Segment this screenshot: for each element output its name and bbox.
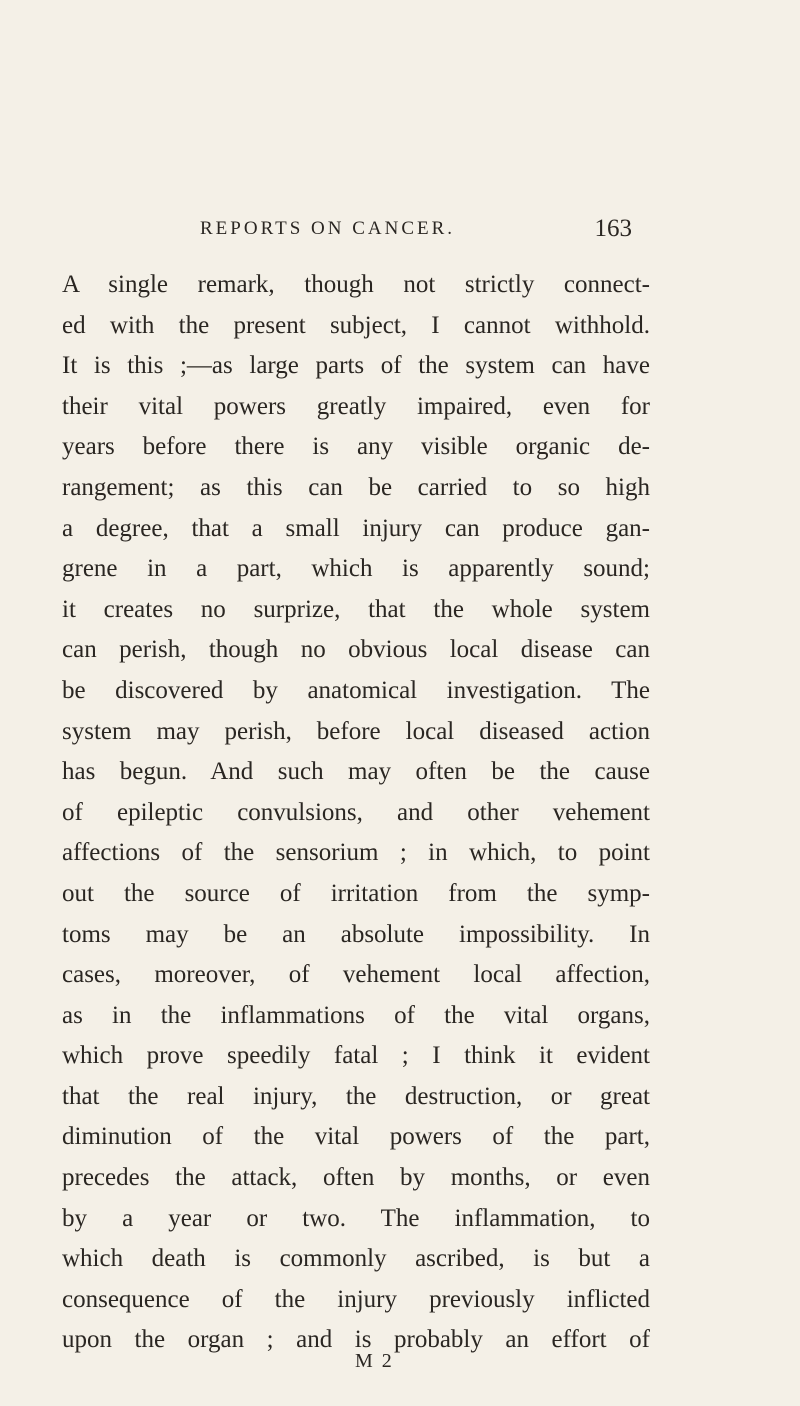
page-number: 163 bbox=[594, 215, 632, 242]
text-line: their vital powers greatly impaired, even for bbox=[62, 392, 650, 420]
text-line: A single remark, though not strictly connect- bbox=[62, 271, 650, 298]
text-line: upon the organ ; and is probably an effort of bbox=[62, 1326, 650, 1354]
text-line: ed with the present subject, I cannot withhold. bbox=[62, 311, 650, 339]
text-line: affections of the sensorium ; in which, to point bbox=[62, 839, 650, 867]
text-line: a degree, that a small injury can produce gan- bbox=[62, 514, 650, 542]
text-line: diminution of the vital powers of the part, bbox=[62, 1123, 650, 1151]
text-line: system may perish, before local diseased action bbox=[62, 717, 650, 745]
text-line: It is this ;—as large parts of the system can have bbox=[62, 352, 650, 380]
text-line: it creates no surprize, that the whole system bbox=[62, 595, 650, 623]
text-line: consequence of the injury previously inflicted bbox=[62, 1285, 650, 1313]
text-line: grene in a part, which is apparently sound; bbox=[62, 555, 650, 583]
signature-mark: M 2 bbox=[355, 1350, 394, 1372]
text-line: be discovered by anatomical investigation. The bbox=[62, 676, 650, 704]
text-line: as in the inflammations of the vital organs, bbox=[62, 1001, 650, 1029]
text-line: rangement; as this can be carried to so high bbox=[62, 473, 650, 501]
text-line: toms may be an absolute impossibility. In bbox=[62, 920, 650, 948]
text-line: which prove speedily fatal ; I think it evident bbox=[62, 1042, 650, 1070]
text-line: that the real injury, the destruction, or great bbox=[62, 1082, 650, 1110]
text-line: by a year or two. The inflammation, to bbox=[62, 1204, 650, 1232]
page-header bbox=[200, 215, 632, 252]
text-line: can perish, though no obvious local disease can bbox=[62, 636, 650, 664]
body-text bbox=[62, 265, 650, 1361]
text-line: precedes the attack, often by months, or even bbox=[62, 1164, 650, 1192]
text-line: out the source of irritation from the symp- bbox=[62, 879, 650, 907]
text-line: years before there is any visible organic de- bbox=[62, 433, 650, 461]
text-line: of epileptic convulsions, and other vehement bbox=[62, 798, 650, 826]
text-line: cases, moreover, of vehement local affection, bbox=[62, 961, 650, 989]
running-head: REPORTS ON CANCER. bbox=[200, 218, 456, 239]
text-line: has begun. And such may often be the cause bbox=[62, 758, 650, 786]
text-line: which death is commonly ascribed, is but a bbox=[62, 1245, 650, 1273]
